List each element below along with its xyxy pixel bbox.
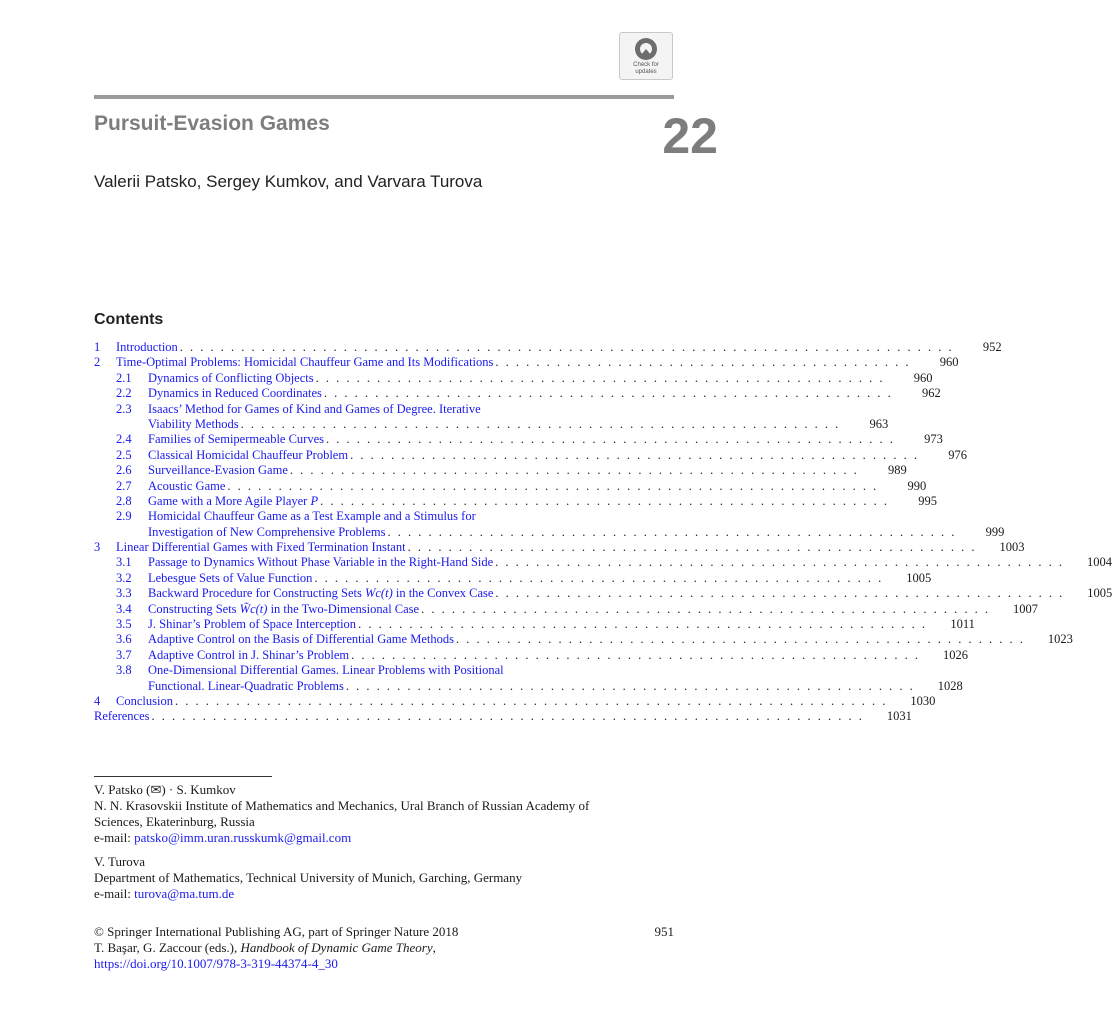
- affiliation-1-line-1: N. N. Krasovskii Institute of Mathematics and Mechanics, Ural Branch of Russian Academy of: [94, 798, 590, 813]
- toc-page: 1005: [1087, 586, 1112, 601]
- toc-entry-continuation[interactable]: [94, 416, 889, 432]
- toc-number: 3.1: [116, 555, 132, 570]
- toc-page: 960: [913, 370, 933, 385]
- toc-page: 1004: [1087, 555, 1112, 570]
- toc-page: 960: [939, 355, 959, 370]
- toc-number: 2.9: [116, 509, 132, 524]
- toc-entry[interactable]: [94, 463, 907, 478]
- toc-title[interactable]: [148, 602, 419, 617]
- email-link-1[interactable]: patsko@imm.uran.russkumk@gmail.com: [134, 830, 352, 845]
- toc-page: 1003: [999, 540, 1025, 555]
- toc-page: 1007: [1012, 601, 1038, 616]
- copyright-line: © Springer International Publishing AG, part of Springer Nature 2018: [94, 924, 459, 939]
- toc-number: 2.4: [116, 432, 132, 447]
- chapter-title: Pursuit-Evasion Games: [94, 112, 330, 135]
- toc-title-math: W̃c(t): [239, 601, 268, 616]
- toc-page: 952: [982, 340, 1002, 354]
- toc-leader: . . . . . . . . . . . . . . . . . . . . . . . . . . . . . . . . . . . . . . . . . . . . . . . . . . . . . . . .: [314, 570, 884, 585]
- toc-leader: . . . . . . . . . . . . . . . . . . . . . . . . . . . . . . . . . . . . . . . . . . . . . . . . . . . . . . . . . . . . . . . . . . . . . .: [151, 709, 864, 724]
- toc-entry[interactable]: [94, 555, 1112, 570]
- toc-page: 1030: [910, 693, 936, 708]
- toc-leader: . . . . . . . . . . . . . . . . . . . . . . . . . . . . . . . . . . . . . . . . . . . . . . . . . . . . . . . .: [289, 463, 859, 478]
- badge-line-2: updates: [635, 69, 657, 75]
- toc-number: 3.5: [116, 617, 132, 632]
- toc-page: 1011: [950, 617, 975, 632]
- toc-number: 2.1: [116, 370, 132, 385]
- toc-page: 999: [985, 524, 1005, 539]
- toc-number: 3.6: [116, 632, 132, 647]
- toc-page: 995: [918, 493, 937, 508]
- toc-title[interactable]: Acoustic Game: [148, 478, 226, 493]
- toc-number: 2.2: [116, 386, 132, 401]
- toc-entry-references[interactable]: [94, 709, 912, 724]
- chapter-authors: Valerii Patsko, Sergey Kumkov, and Varvara Turova: [94, 172, 483, 191]
- toc-entry[interactable]: [94, 663, 674, 678]
- toc-number: 2.7: [116, 478, 132, 493]
- chapter-top-rule: [94, 95, 674, 99]
- toc-leader: . . . . . . . . . . . . . . . . . . . . . . . . . . . . . . . . . . . . . . . . . . . . . . . . . . . . . . . .: [495, 586, 1065, 601]
- toc-title[interactable]: Adaptive Control on the Basis of Differential Game Methods: [148, 632, 454, 647]
- toc-leader: . . . . . . . . . . . . . . . . . . . . . . . . . . . . . . . . . . . . . . . . . . . . . . . . . . . . . . . .: [320, 493, 889, 508]
- toc-entry[interactable]: [94, 693, 936, 709]
- toc-leader: . . . . . . . . . . . . . . . . . . . . . . . . . . . . . . . . . . . . . . . . . . . . . . . . . . . . . . . .: [407, 540, 977, 555]
- book-title: Handbook of Dynamic Game Theory: [240, 940, 433, 955]
- author-footnotes: [94, 782, 674, 902]
- toc-title-line-2[interactable]: Functional. Linear-Quadratic Problems: [148, 678, 344, 693]
- toc-leader: . . . . . . . . . . . . . . . . . . . . . . . . . . . . . . . . . . . . . . . . . . . . . . . . . . . . . . . .: [495, 555, 1065, 570]
- toc-title[interactable]: References: [94, 709, 150, 724]
- toc-leader: . . . . . . . . . . . . . . . . . . . . . . . . . . . . . . . . . . . . . . . . . . . . . . . . . . . . . . . .: [358, 617, 927, 632]
- toc-leader: . . . . . . . . . . . . . . . . . . . . . . . . . . . . . . . . . . . . . . . . . . . . . . . . . . . . . . . .: [323, 386, 893, 401]
- toc-page: 1023: [1047, 632, 1073, 647]
- toc-title-math: P: [310, 493, 319, 508]
- toc-number: 3.4: [116, 601, 132, 616]
- toc-title[interactable]: Dynamics of Conflicting Objects: [148, 370, 314, 385]
- toc-number: 2: [94, 355, 101, 370]
- toc-page: 990: [907, 478, 927, 493]
- toc-page: 1026: [943, 647, 969, 662]
- toc-leader: . . . . . . . . . . . . . . . . . . . . . . . . . . . . . . . . . . . . . . . . . . . . . . . . . . . . . . . .: [315, 370, 885, 385]
- toc-leader: . . . . . . . . . . . . . . . . . . . . . . . . . . . . . . . . . . . . . . . . . . . . . . . . . . . . . . . .: [350, 447, 919, 462]
- toc-title[interactable]: Time-Optimal Problems: Homicidal Chauffeur Game and Its Modifications: [116, 355, 494, 370]
- toc-title[interactable]: J. Shinar’s Problem of Space Interception: [148, 617, 357, 632]
- toc-leader: . . . . . . . . . . . . . . . . . . . . . . . . . . . . . . . . . . . . . . . . . . . . . . . . . . . . . . . .: [455, 632, 1025, 647]
- toc-leader: . . . . . . . . . . . . . . . . . . . . . . . . . . . . . . . . . . . . . . . . . . . . . . . . . . . . . . . .: [345, 678, 915, 693]
- toc-entry[interactable]: [94, 586, 1112, 601]
- toc-title-pre: Backward Procedure for Constructing Sets: [148, 586, 362, 601]
- page-number: 951: [654, 924, 674, 939]
- footnote-gap: [94, 846, 674, 854]
- check-for-updates-badge[interactable]: [619, 32, 673, 80]
- toc-leader: . . . . . . . . . . . . . . . . . . . . . . . . . . . . . . . . . . . . . . . . . . . . . . . . . . . . . . . . . . . . . . . . . . . . . .: [174, 693, 888, 708]
- toc-number: 2.8: [116, 493, 132, 508]
- toc-page: 976: [948, 447, 967, 462]
- doi-line: [94, 956, 674, 972]
- toc-entry[interactable]: [94, 402, 674, 417]
- affiliation-2: Department of Mathematics, Technical University of Munich, Garching, Germany: [94, 870, 523, 885]
- toc-title-line-1[interactable]: Homicidal Chauffeur Game as a Test Example and a Stimulus for: [148, 509, 476, 524]
- toc-title[interactable]: Conclusion: [116, 693, 173, 708]
- toc-leader: . . . . . . . . . . . . . . . . . . . . . . . . . . . . . . . . . . . . . . . . . . . . . . . . . . . . . . . . . . .: [240, 416, 841, 431]
- toc-page: 1031: [886, 709, 912, 724]
- toc-leader: . . . . . . . . . . . . . . . . . . . . . . . . . . . . . . . . . . . . . . . . . . . . . . . . . . . . . . . .: [421, 601, 990, 616]
- toc-number: 4: [94, 693, 101, 708]
- toc-leader: . . . . . . . . . . . . . . . . . . . . . . . . . . . . . . . . . . . . . . . . . . . . . . . . . . . . . . . . . . . . . . . .: [227, 478, 879, 493]
- toc-entry[interactable]: [94, 540, 1025, 555]
- toc-number: 2.5: [116, 447, 132, 462]
- toc-title[interactable]: Adaptive Control in J. Shinar’s Problem: [148, 647, 350, 662]
- toc-entry-continuation[interactable]: [94, 524, 1005, 540]
- toc-title[interactable]: [148, 586, 493, 601]
- toc-entry[interactable]: [94, 386, 941, 401]
- chapter-number: 22: [662, 108, 718, 164]
- toc-entry[interactable]: [94, 570, 932, 586]
- toc-entry[interactable]: [94, 432, 943, 447]
- email-2-line: [94, 886, 674, 902]
- toc-entry[interactable]: [94, 478, 927, 494]
- toc-title-line-2[interactable]: Investigation of New Comprehensive Problems: [148, 524, 386, 539]
- toc-title[interactable]: Lebesgue Sets of Value Function: [148, 570, 313, 585]
- toc-title[interactable]: Passage to Dynamics Without Phase Variable in the Right-Hand Side: [148, 555, 494, 570]
- contents-heading: Contents: [94, 311, 164, 328]
- toc-page: 973: [924, 432, 943, 447]
- toc-entry[interactable]: [94, 632, 1073, 647]
- toc-title-line-1[interactable]: One-Dimensional Differential Games. Linear Problems with Positional: [148, 663, 504, 678]
- toc-page: 963: [869, 416, 889, 431]
- toc-leader: . . . . . . . . . . . . . . . . . . . . . . . . . . . . . . . . . . . . . . . . . . . . . . . . . . . . . . . .: [326, 432, 895, 447]
- toc-entry[interactable]: [94, 617, 975, 632]
- email-1-line: [94, 830, 674, 846]
- toc-page: 962: [922, 386, 941, 401]
- toc-page: 1005: [906, 570, 932, 585]
- toc-entry[interactable]: [94, 340, 1002, 355]
- badge-line-1: Check for: [633, 62, 659, 68]
- footnote-rule: [94, 776, 272, 777]
- toc-title-post: in the Two-Dimensional Case: [270, 601, 420, 616]
- check-updates-icon: [633, 36, 659, 62]
- toc-leader: . . . . . . . . . . . . . . . . . . . . . . . . . . . . . . . . . . . . . . . . . . . . . . . . . . . . . . . . . . . . . . . . . . . . . . . . . . . .: [179, 340, 954, 354]
- toc-number: 3: [94, 540, 101, 555]
- toc-number: 2.6: [116, 463, 132, 478]
- email-link-2[interactable]: turova@ma.tum.de: [134, 886, 235, 901]
- toc-title-post: in the Convex Case: [395, 586, 494, 601]
- toc-title[interactable]: Classical Homicidal Chauffeur Problem: [148, 447, 349, 462]
- toc-page: 989: [888, 463, 907, 478]
- table-of-contents: [94, 340, 1112, 725]
- toc-title-pre: Constructing Sets: [148, 601, 237, 616]
- publication-info: [94, 924, 674, 972]
- author-2: V. Turova: [94, 854, 146, 869]
- toc-leader: . . . . . . . . . . . . . . . . . . . . . . . . . . . . . . . . . . . . . . . . . . . . . . . . . . . . . . . .: [387, 524, 957, 539]
- toc-entry[interactable]: [94, 493, 937, 509]
- toc-leader: . . . . . . . . . . . . . . . . . . . . . . . . . . . . . . . . . . . . . . . . .: [495, 355, 911, 370]
- toc-number: 3.3: [116, 586, 132, 601]
- toc-number: 2.3: [116, 401, 132, 416]
- toc-title-line-2[interactable]: Viability Methods: [148, 416, 239, 431]
- toc-number: 3.8: [116, 663, 132, 678]
- editors-line: T. Başar, G. Zaccour (eds.), Handbook of Dynamic Game Theory,: [94, 940, 436, 955]
- toc-entry-continuation[interactable]: [94, 678, 963, 694]
- editors: T. Başar, G. Zaccour (eds.),: [94, 940, 238, 955]
- toc-title[interactable]: Families of Semipermeable Curves: [148, 432, 325, 447]
- toc-entry[interactable]: [94, 647, 969, 663]
- toc-entry[interactable]: [94, 601, 1038, 617]
- toc-number: 1: [94, 340, 101, 354]
- toc-entry[interactable]: [94, 447, 967, 463]
- toc-entry[interactable]: [94, 355, 959, 370]
- toc-page: 1028: [937, 678, 963, 693]
- toc-title[interactable]: [148, 494, 318, 509]
- toc-title-math: Wc(t): [364, 586, 393, 601]
- email-label: e-mail:: [94, 830, 131, 845]
- doi-link[interactable]: https://doi.org/10.1007/978-3-319-44374-4_30: [94, 956, 338, 971]
- toc-leader: . . . . . . . . . . . . . . . . . . . . . . . . . . . . . . . . . . . . . . . . . . . . . . . . . . . . . . . .: [351, 647, 921, 662]
- toc-number: 3.7: [116, 647, 132, 662]
- toc-entry[interactable]: [94, 509, 674, 524]
- email-label: e-mail:: [94, 886, 131, 901]
- toc-entry[interactable]: [94, 370, 933, 386]
- toc-number: 3.2: [116, 570, 132, 585]
- toc-title-line-1[interactable]: Isaacs’ Method for Games of Kind and Games of Degree. Iterative: [148, 401, 481, 416]
- toc-title[interactable]: Introduction: [116, 340, 178, 354]
- toc-title[interactable]: Dynamics in Reduced Coordinates: [148, 386, 322, 401]
- toc-title[interactable]: Surveillance-Evasion Game: [148, 463, 288, 478]
- toc-title-text: Game with a More Agile Player: [148, 493, 308, 508]
- affiliation-1-line-2: Sciences, Ekaterinburg, Russia: [94, 814, 255, 829]
- toc-title[interactable]: Linear Differential Games with Fixed Termination Instant: [116, 540, 406, 555]
- corresponding-authors: V. Patsko (✉) · S. Kumkov: [94, 782, 236, 797]
